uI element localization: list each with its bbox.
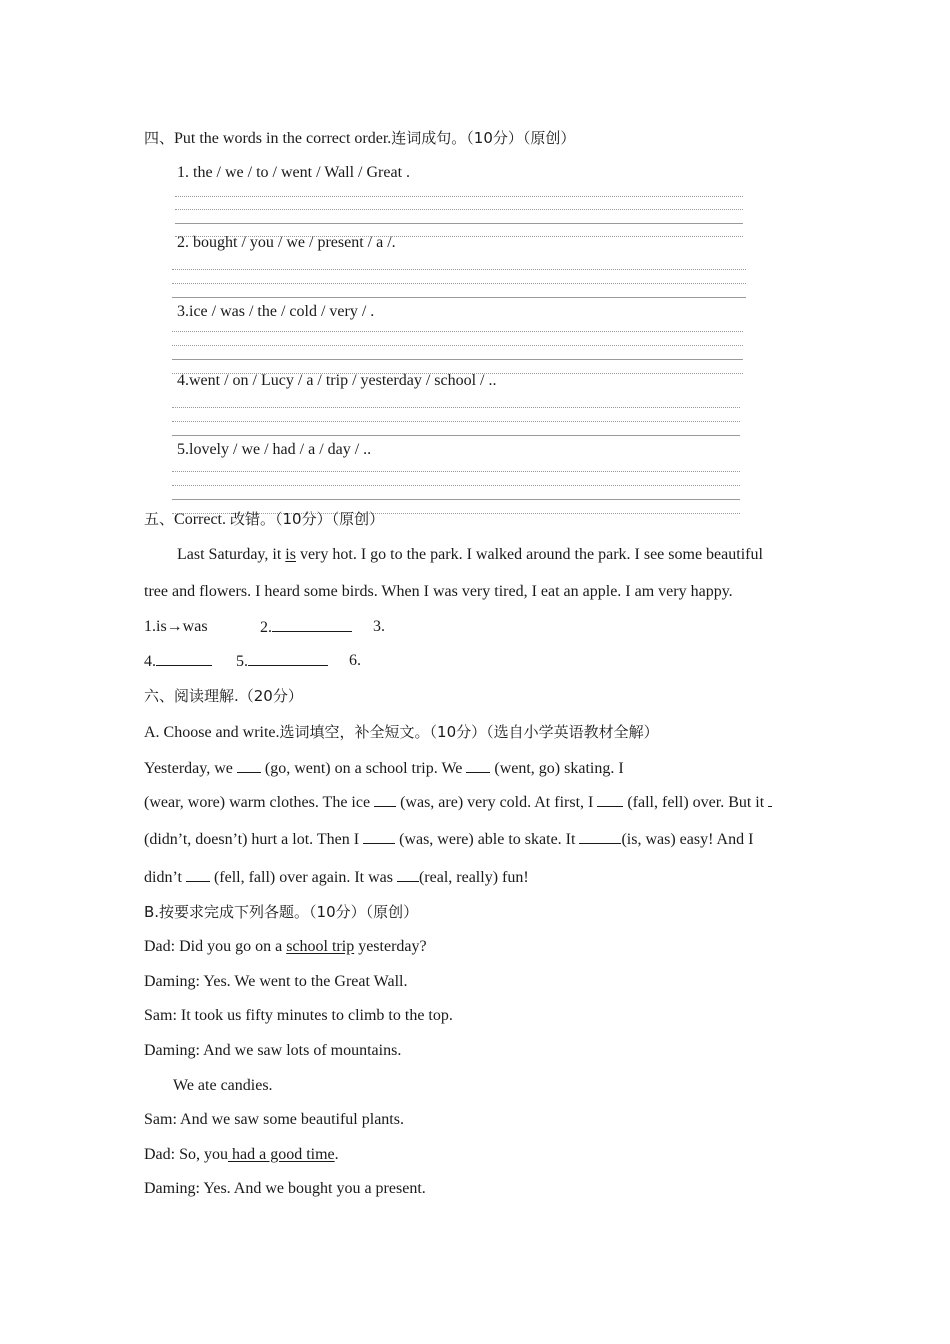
cloze-text: didn’t bbox=[144, 869, 186, 886]
cloze-text: (fell, fall) over again. It was bbox=[209, 869, 397, 886]
dialogue-text: . bbox=[334, 1146, 339, 1163]
section5-title bbox=[144, 509, 384, 530]
cloze-text: (fall, fell) over. But it bbox=[623, 794, 769, 811]
underlined-had-a-good-time: had a good time bbox=[228, 1146, 335, 1163]
section4-title-en: Put the words in the correct order. bbox=[174, 130, 392, 147]
answer-blank-2[interactable] bbox=[272, 617, 352, 632]
part-a-title-cn: 选词填空，补全短文。（10分）（选自小学英语教材全解） bbox=[279, 723, 659, 741]
cloze-text: (was, were) able to skate. It bbox=[395, 831, 580, 848]
section4-title-prefix: 四、 bbox=[144, 129, 175, 147]
cloze-text: (go, went) on a school trip. We bbox=[260, 760, 467, 777]
cloze-blank-9[interactable] bbox=[397, 867, 419, 882]
cloze-blank-3[interactable] bbox=[374, 792, 396, 807]
dialogue-text: Dad: So, you bbox=[144, 1146, 228, 1163]
part-a-title bbox=[144, 722, 659, 743]
cloze-text: (went, go) skating. I bbox=[490, 760, 624, 777]
order-item-1: 1. the / we / to / went / Wall / Great . bbox=[177, 164, 411, 181]
cloze-text: (was, are) very cold. At first, I bbox=[396, 794, 598, 811]
section4-title bbox=[144, 128, 575, 149]
answer-6: 6. bbox=[349, 652, 361, 669]
section5-title-cn: 改错。（10分）（原创） bbox=[230, 510, 385, 528]
cloze-blank-7[interactable] bbox=[579, 829, 621, 844]
section5-title-prefix: 五、 bbox=[144, 510, 175, 528]
answer-2 bbox=[260, 617, 352, 638]
answer-4 bbox=[144, 651, 212, 672]
dialogue-line-5: We ate candies. bbox=[173, 1077, 273, 1094]
answer-lines-4[interactable] bbox=[172, 407, 740, 439]
dialogue-line-7 bbox=[144, 1145, 339, 1165]
cloze-blank-2[interactable] bbox=[466, 758, 490, 773]
dialogue-line-1 bbox=[144, 937, 427, 957]
dialogue-line-6: Sam: And we saw some beautiful plants. bbox=[144, 1111, 404, 1128]
order-item-3: 3.ice / was / the / cold / very / . bbox=[177, 303, 375, 320]
section4-title-cn: 连词成句。（10分）（原创） bbox=[391, 129, 576, 147]
error-word-is: is bbox=[285, 546, 296, 563]
order-item-2: 2. bought / you / we / present / a /. bbox=[177, 234, 396, 251]
dialogue-line-3: Sam: It took us fifty minutes to climb to the top. bbox=[144, 1007, 453, 1024]
section5-title-en: Correct. bbox=[174, 511, 230, 528]
cloze-text: (is, was) easy! And I bbox=[621, 831, 754, 848]
part-a-title-en: A. Choose and write. bbox=[144, 724, 280, 741]
cloze-text: (real, really) fun! bbox=[418, 869, 529, 886]
cloze-blank-8[interactable] bbox=[186, 867, 210, 882]
dialogue-line-2: Daming: Yes. We went to the Great Wall. bbox=[144, 973, 408, 990]
answer-blank-5[interactable] bbox=[248, 651, 328, 666]
answer-3: 3. bbox=[373, 618, 385, 635]
cloze-line-3 bbox=[144, 829, 753, 850]
answer-5 bbox=[236, 651, 328, 672]
para-text: Last Saturday, it bbox=[177, 546, 286, 563]
cloze-text: Yesterday, we bbox=[144, 760, 237, 777]
order-item-4: 4.went / on / Lucy / a / trip / yesterday / school / .. bbox=[177, 372, 497, 389]
cloze-blank-5[interactable] bbox=[768, 792, 772, 807]
cloze-blank-1[interactable] bbox=[237, 758, 261, 773]
order-item-5: 5.lovely / we / had / a / day / .. bbox=[177, 441, 372, 458]
cloze-text: (wear, wore) warm clothes. The ice bbox=[144, 794, 375, 811]
answer-label: 4. bbox=[144, 653, 156, 670]
para-text: very hot. I go to the park. I walked around the park. I see some beautiful bbox=[295, 546, 763, 563]
answer-blank-4[interactable] bbox=[156, 651, 212, 666]
correct-paragraph-line-2: tree and flowers. I heard some birds. When I was very tired, I eat an apple. I am very happy. bbox=[144, 583, 733, 600]
cloze-blank-4[interactable] bbox=[597, 792, 623, 807]
dialogue-text: Dad: Did you go on a bbox=[144, 938, 287, 955]
underlined-school-trip: school trip bbox=[286, 938, 355, 955]
answer-1: 1.is→was bbox=[144, 618, 208, 635]
answer-label: 2. bbox=[260, 619, 272, 636]
cloze-line-2 bbox=[144, 792, 772, 813]
correct-paragraph-line-1 bbox=[177, 545, 763, 565]
dialogue-line-8: Daming: Yes. And we bought you a present. bbox=[144, 1180, 426, 1197]
dialogue-line-4: Daming: And we saw lots of mountains. bbox=[144, 1042, 402, 1059]
cloze-line-4 bbox=[144, 867, 529, 888]
answer-lines-1[interactable] bbox=[175, 196, 743, 238]
answer-label: 5. bbox=[236, 653, 248, 670]
section6-title: 六、阅读理解.（20分） bbox=[144, 687, 303, 705]
cloze-text: (didn’t, doesn’t) hurt a lot. Then I bbox=[144, 831, 364, 848]
answer-lines-2[interactable] bbox=[172, 269, 746, 301]
cloze-blank-6[interactable] bbox=[363, 829, 395, 844]
dialogue-text: yesterday? bbox=[354, 938, 427, 955]
cloze-line-1 bbox=[144, 758, 624, 779]
answer-lines-3[interactable] bbox=[172, 331, 743, 375]
part-b-title: B.按要求完成下列各题。（10分）（原创） bbox=[144, 903, 419, 921]
